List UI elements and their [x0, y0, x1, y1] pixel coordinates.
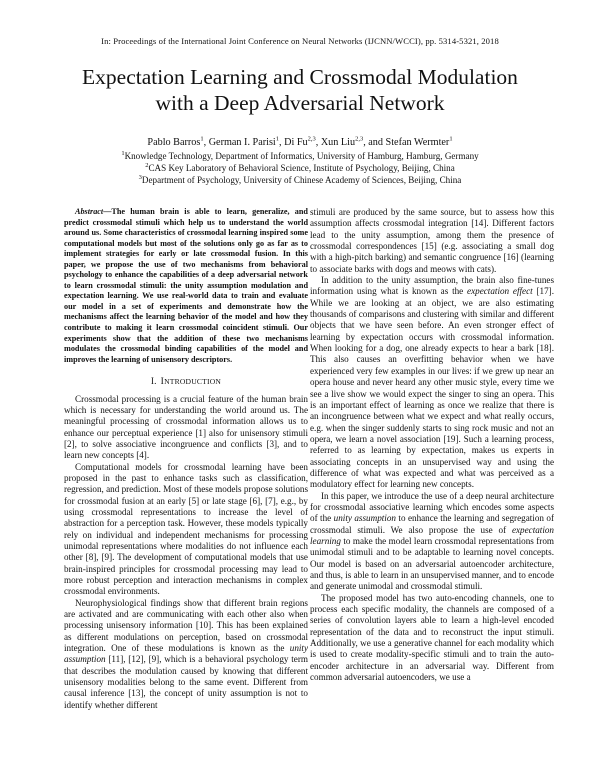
- paper-title: [40, 64, 560, 116]
- affiliation-mark: 3: [138, 173, 142, 181]
- author-separator: ,: [315, 137, 321, 148]
- title-line-2: with a Deep Adversarial Network: [155, 91, 445, 115]
- emphasized-term: unity assumption: [333, 513, 396, 524]
- affiliation-text: Department of Psychology, University of Chinese Academy of Sciences, Beijing, China: [141, 175, 462, 185]
- body-paragraph: [64, 598, 308, 711]
- affiliation: [40, 175, 560, 186]
- right-column: [310, 207, 554, 767]
- author-affil-mark: 1: [200, 135, 204, 143]
- running-header: In: Proceedings of the International Joint Conference on Neural Networks (IJCNN/WCCI), pp. 5314-5321, 2018: [101, 36, 499, 46]
- author-name: Pablo Barros: [147, 137, 201, 148]
- body-paragraph: Computational models for crossmodal learning have been proposed in the past to enhance tasks such as classification, regression, and prediction. Most of these models propose solutions for crossmodal fusion at an early [5] or late stage [6], [7], e.g., by using crossmodal representations to increase the level of abstraction for a perception task. However, these models typically rely on individual and independent mechanisms for processing unimodal representations where modalities do not influence each other [8], [9]. The development of computational models that use brain-inspired principles for crossmodal processing may lead to more robust perception and interaction mechanisms in complex crossmodal environments.: [64, 461, 308, 597]
- text-run: [11], [12], [9], which is a behavioral psychology term that describes the modulation caused by knowing that different unisensory modalities belong to the same event. Different from causal inference [13], the concept of unity assumption is not to identify whether different: [64, 654, 308, 710]
- emphasized-term: expectation effect: [467, 286, 533, 297]
- text-run: Neurophysiological findings show that different brain regions are activated and are communicating with each other also when processing unisensory information [10]. This has been explained as different modulations on perception, based on crossmodal integration. One of these modulations is known as the: [64, 597, 308, 654]
- text-run: to enhance the learning and segregation of crossmodal stimuli. We also propose the use of: [310, 513, 554, 535]
- text-run: [17]. While we are looking at an object, we are also estimating thousands of comparisons and clustering with similar and different objects that we have seen before. An even stronger effect of learning by expectation occurs with crossmodal information. When looking for a dog, one already expects to hear a bark [18]. This also causes an overfitting behavior when we have experienced very few examples in our lives: if we grew up near an opera house and never heard any other music style, every time we see a live show we would expect the singer to sing an opera. This is an important effect of learning as once we realize that there is an incongruence between what we expect and what really occurs, e.g. when the singer suddenly starts to sing rock music and not an opera, we learn a novel association [19]. Such a learning process, referred to as learning by expectation, makes us experts in associating concepts in an unsupervised way and using the difference of what was expected and what was perceived as a modulatory effect for learning new concepts.: [310, 286, 554, 490]
- author-affil-mark: 2,3: [355, 135, 364, 143]
- text-run: In addition to the unity assumption, the brain also fine-tunes information using what is known as the: [310, 275, 554, 297]
- affiliation-text: CAS Key Laboratory of Behavioral Science, Institute of Psychology, Beijing, China: [148, 163, 455, 173]
- affiliation-mark: 2: [145, 161, 149, 169]
- left-column: [64, 207, 308, 767]
- body-paragraph: The proposed model has two auto-encoding channels, one to process each specific modality, the channels are composed of a series of convolution layers able to learn a high-level encoded representation of the data and to reconstruct the input stimuli. Additionally, we use a generative channel for each modality which is used to create modality-specific stimuli and to train the auto-encoder architecture in an adversarial way. Different from common adversarial autoencoders, we use a: [310, 592, 554, 683]
- body-paragraph: [310, 491, 554, 593]
- author-separator: , and: [363, 137, 386, 148]
- author-name: Stefan Wermter: [385, 137, 450, 148]
- body-paragraph: [310, 275, 554, 491]
- author-affil-mark: 1: [275, 135, 279, 143]
- body-paragraph: stimuli are produced by the same source, but to assess how this assumption affects crossmodal integration [14]. Different factors lead to the unity assumption, among them the presence of crossmodal correspondences [15] (e.g. associating a small dog with a high-pitch barking) and semantic congruence [16] (learning to associate barks with dogs and meows with cats).: [310, 207, 554, 274]
- author-name: Xun Liu: [320, 137, 356, 148]
- section-number: I.: [150, 376, 157, 387]
- section-heading: [64, 376, 308, 387]
- abstract-lead: Abstract: [75, 207, 104, 216]
- author-separator: ,: [203, 137, 209, 148]
- abstract: [64, 207, 308, 365]
- author-affil-mark: 2,3: [307, 135, 316, 143]
- author-affil-mark: 1: [449, 135, 453, 143]
- affiliation: [40, 151, 560, 162]
- text-run: In this paper, we introduce the use of a deep neural architecture for crossmodal associative learning which encodes some aspects of the: [310, 490, 554, 524]
- affiliation-text: Knowledge Technology, Department of Informatics, University of Hamburg, Hamburg, Germany: [124, 151, 479, 161]
- author-separator: ,: [279, 137, 285, 148]
- author-list: [40, 137, 560, 149]
- author-name: German I. Parisi: [208, 137, 276, 148]
- emphasized-term: unity assumption: [64, 643, 308, 665]
- section-title-initial: I: [160, 376, 165, 388]
- affiliation: [40, 163, 560, 174]
- title-line-1: Expectation Learning and Crossmodal Modulation: [82, 65, 518, 89]
- abstract-text: —The human brain is able to learn, generalize, and predict crossmodal stimuli which help us to understand the world around us. Some characteristics of crossmodal learning inspired some computational models but most of the solutions only go as far as to implement strategies for early or late crossmodal fusion. In this paper, we propose the use of two mechanisms from behavioral psychology to enhance the capabilities of a deep adversarial network to learn crossmodal stimuli: the unity assumption modulation and expectation learning. We use real-world data to train and evaluate our model in a set of experiments and demonstrate how the mechanisms affect the learning behavior of the model and how they contribute to making it learn crossmodal coincident stimuli. Our experiments show that the addition of these two mechanisms modulates the crossmodal binding capabilities of the model and improves the learning of unisensory descriptors.: [64, 207, 308, 364]
- body-paragraph: Crossmodal processing is a crucial feature of the human brain which is necessary for understanding the world around us. The meaningful processing of crossmodal information allows us to enhance our perceptual experience [1] also for unisensory stimuli [2], to solve associative incongruence and conflicts [3], and to learn new concepts [4].: [64, 393, 308, 461]
- emphasized-term: expectation learning: [310, 524, 554, 546]
- section-title-rest: NTRODUCTION: [164, 377, 222, 387]
- author-name: Di Fu: [284, 137, 308, 148]
- text-run: to make the model learn crossmodal representations from unimodal stimuli and to be adaptable to learning novel concepts. Our model is based on an adversarial autoencoder architecture, and thus, is able to learn in an unsupervised manner, and to encode and generate unimodal and crossmodal stimuli.: [310, 535, 554, 592]
- affiliation-mark: 1: [121, 149, 125, 157]
